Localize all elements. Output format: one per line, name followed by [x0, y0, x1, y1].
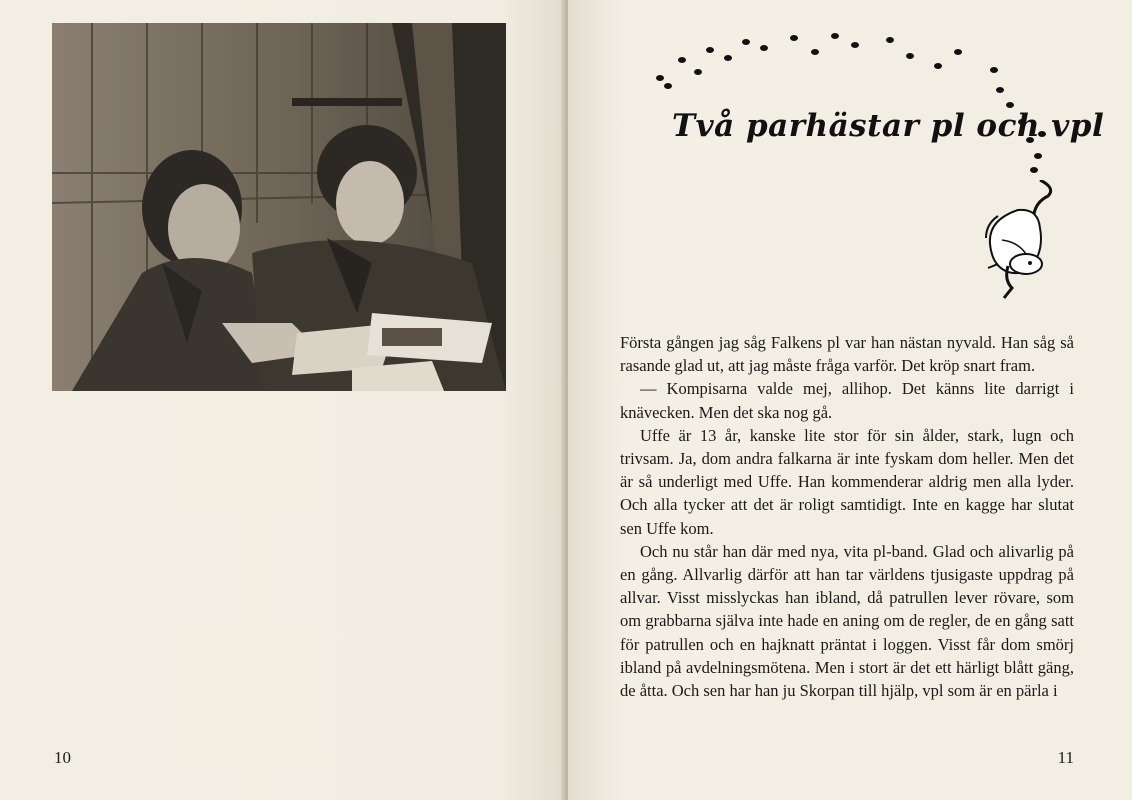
photo-image: [52, 23, 506, 391]
photo-two-scouts: [52, 23, 506, 391]
page-number-right: 11: [1057, 748, 1074, 767]
paragraph: Uffe är 13 år, kanske lite stor för sin ålder, stark, lugn och trivsam. Ja, dom andra falkarna är inte fyskam dom heller. Men det är så underligt med Uffe. Han kommenderar aldrig men alla lyder. Och alla tycker att det är roligt samtidigt. Inte en kagge har slutat sen Uffe kom.: [620, 425, 1074, 538]
paragraph: Första gången jag såg Falkens pl var han nästan nyvald. Han såg så rasande glad ut, att jag måste fråga varför. Det kröp snart fram.: [620, 333, 1074, 376]
chapter-title: Två parhästar pl och vpl: [672, 108, 1105, 144]
page-number-left: 10: [54, 748, 71, 767]
paragraph: Och nu står han där med nya, vita pl-band. Glad och alivarlig på en gång. Allvarlig därför att han tar världens tjusigaste uppdrag på allvar. Visst misslyckas han ibland, då patrullen lever rövare, som om grabbarna själva inte hade en aning om de regler, de en gång satt för patrullen och en hajknatt präntat i loggen. Visst får dom smörj ibland på avdelningsmötena. Men i stort är det ett härligt blått gäng, de åtta. Och sen har han ju Skorpan till hjälp, vpl som är en pärla i: [620, 541, 1074, 701]
body-text: [620, 331, 1074, 702]
squirrel-icon: [978, 180, 1058, 304]
paragraph: — Kompisarna valde mej, allihop. Det känns lite darrigt i knävecken. Men det ska nog gå.: [620, 379, 1074, 422]
footprints-icon: [650, 30, 1090, 180]
